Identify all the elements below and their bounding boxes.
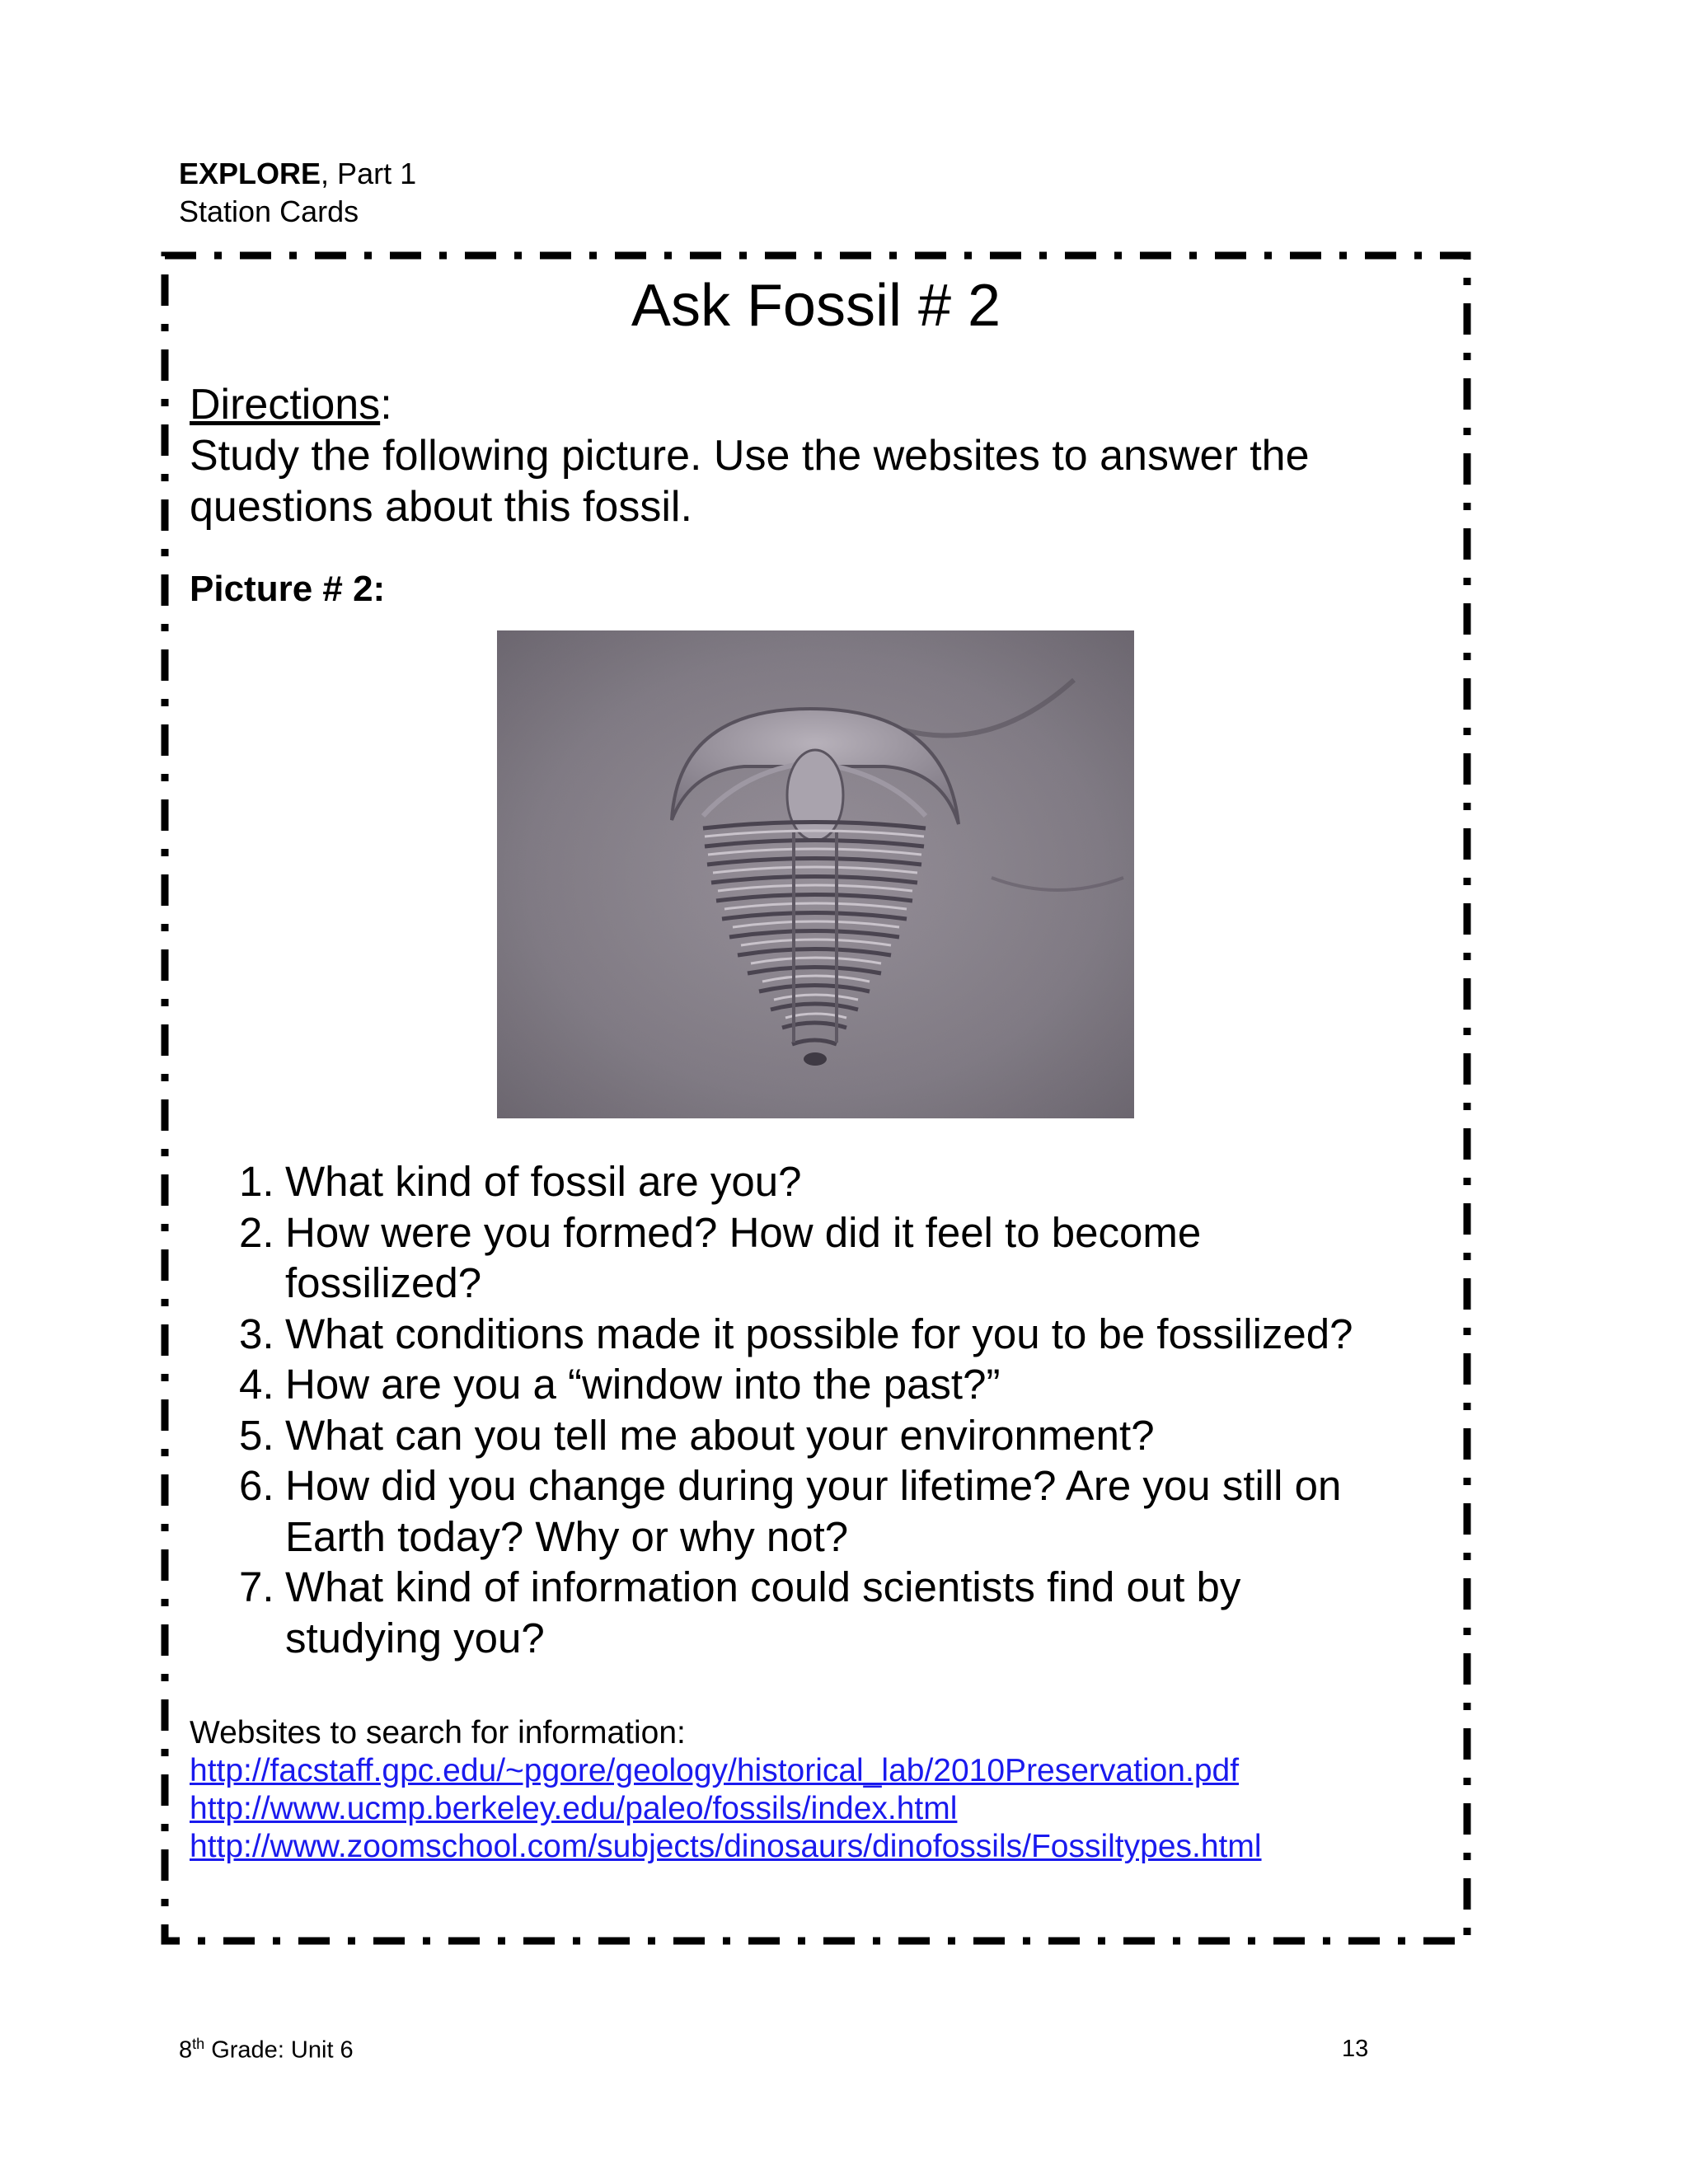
question-list — [239, 1156, 1451, 1663]
directions: Directions: Study the following picture. Use the websites to answer the questions about this fossil. — [190, 379, 1426, 532]
question-item: 2. How were you formed? How did it feel to become fossilized? — [239, 1208, 1202, 1306]
directions-label: Directions — [190, 381, 381, 429]
picture-label: Picture # 2: — [190, 569, 386, 609]
question-item: 5. What can you tell me about your environment? — [239, 1411, 1155, 1459]
question-item: 6. How did you change during your lifetime? Are you still on Earth today? Why or why not? — [239, 1462, 1342, 1560]
section-subheading: Station Cards — [179, 194, 359, 228]
page-number: 13 — [1342, 2036, 1369, 2062]
page-header — [179, 155, 416, 231]
websites-label: Websites to search for information: — [190, 1715, 686, 1750]
station-card — [161, 251, 1471, 1945]
directions-text: Study the following picture. Use the websites to answer the questions about this fossil. — [190, 432, 1310, 531]
card-title: Ask Fossil # 2 — [631, 273, 1001, 339]
websites-section — [190, 1714, 1262, 1866]
question-item: 3. What conditions made it possible for you to be fossilized? — [239, 1310, 1353, 1357]
section-heading: EXPLORE, Part 1 — [179, 157, 417, 190]
trilobite-fossil-image — [497, 630, 1134, 1118]
website-link-ucmp[interactable]: http://www.ucmp.berkeley.edu/paleo/fossils/index.html — [190, 1791, 958, 1826]
footer-grade: 8th Grade: Unit 6 — [179, 2036, 354, 2064]
website-link-gpc[interactable]: http://facstaff.gpc.edu/~pgore/geology/historical_lab/2010Preservation.pdf — [190, 1753, 1240, 1788]
question-item: 1. What kind of fossil are you? — [239, 1158, 802, 1205]
question-item: 7. What kind of information could scientists find out by studying you? — [239, 1563, 1241, 1661]
website-link-zoomschool[interactable]: http://www.zoomschool.com/subjects/dinosaurs/dinofossils/Fossiltypes.html — [190, 1829, 1262, 1864]
question-item: 4. How are you a “window into the past?” — [239, 1361, 1001, 1408]
